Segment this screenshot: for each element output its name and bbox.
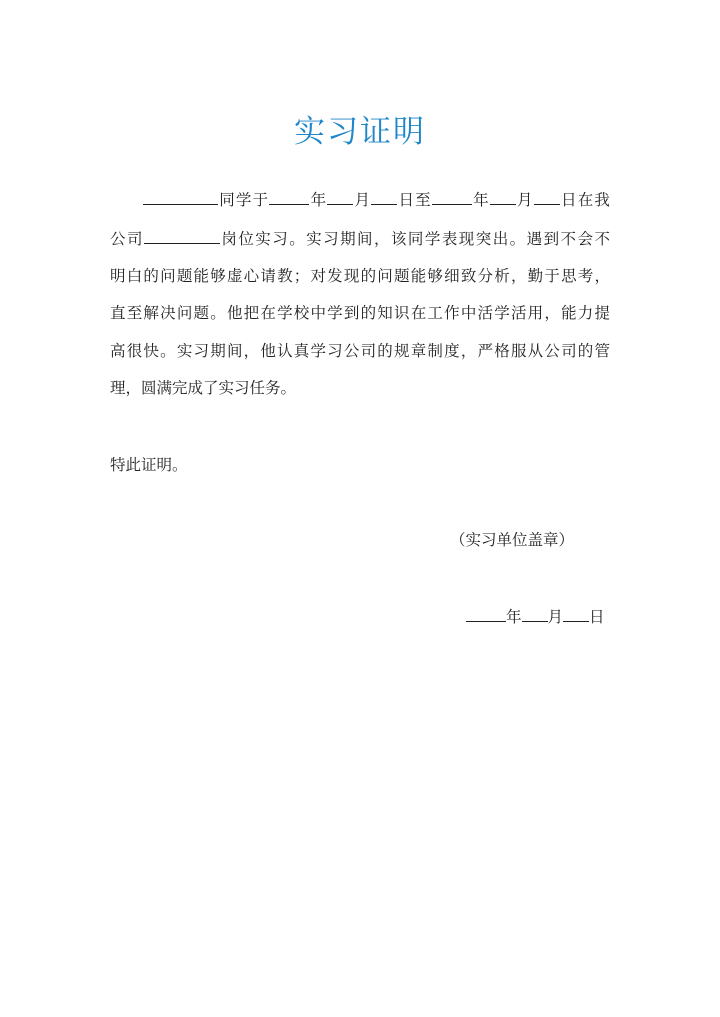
text-month-2: 月 <box>515 191 534 209</box>
text-day-at: 日在我 <box>559 191 610 209</box>
sign-year-blank[interactable] <box>466 605 506 622</box>
sign-month-blank[interactable] <box>522 605 548 622</box>
signature-date <box>466 605 605 627</box>
end-month-blank[interactable] <box>490 188 516 205</box>
start-day-blank[interactable] <box>371 188 397 205</box>
end-year-blank[interactable] <box>432 188 472 205</box>
end-day-blank[interactable] <box>534 188 560 205</box>
text-line-2: 岗位实习。实习期间，该同学表现突出。遇到不会不 <box>219 230 610 248</box>
closing-text: 特此证明。 <box>110 456 188 474</box>
student-name-blank[interactable] <box>143 188 218 205</box>
text-company: 公司 <box>110 230 144 248</box>
text-sign-day: 日 <box>589 608 605 626</box>
company-stamp-label: （实习单位盖章） <box>450 531 575 549</box>
position-blank[interactable] <box>144 227 220 244</box>
text-year: 年 <box>309 191 328 209</box>
paragraph-line-3: 明白的问题能够虚心请教；对发现的问题能够细致分析，勤于思考， <box>110 267 610 285</box>
page-title: 实习证明 <box>294 114 426 150</box>
paragraph-line-5: 高很快。实习期间，他认真学习公司的规章制度，严格服从公司的管 <box>110 342 610 360</box>
paragraph-line-1 <box>110 188 610 212</box>
paragraph-line-4: 直至解决问题。他把在学校中学到的知识在工作中活学活用，能力提 <box>110 304 610 322</box>
text-month: 月 <box>353 191 372 209</box>
paragraph-line-6: 理，圆满完成了实习任务。 <box>110 379 297 397</box>
text-sign-month: 月 <box>547 608 564 626</box>
text-sign-year: 年 <box>506 608 522 626</box>
text-day-to: 日至 <box>397 191 432 209</box>
paragraph-line-2 <box>110 227 610 251</box>
text-year-2: 年 <box>471 191 490 209</box>
start-month-blank[interactable] <box>327 188 353 205</box>
start-year-blank[interactable] <box>269 188 309 205</box>
sign-day-blank[interactable] <box>563 605 589 622</box>
text-tongxueyu: 同学于 <box>218 191 270 209</box>
